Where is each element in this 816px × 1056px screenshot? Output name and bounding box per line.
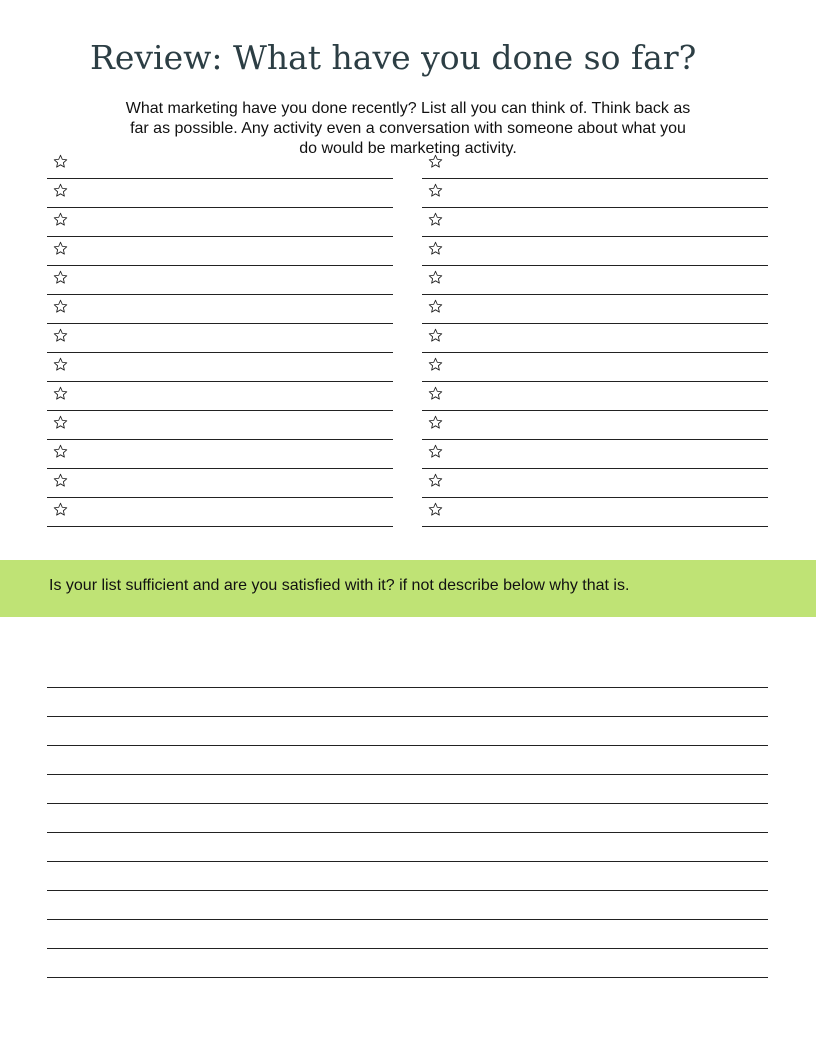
answer-line[interactable]: [47, 891, 768, 920]
list-entry-line[interactable]: [422, 150, 768, 179]
star-outline-icon: [53, 415, 68, 430]
star-outline-icon: [428, 386, 443, 401]
list-entry-line[interactable]: [47, 353, 393, 382]
star-outline-icon: [53, 241, 68, 256]
list-entry-line[interactable]: [47, 324, 393, 353]
star-outline-icon: [53, 502, 68, 517]
list-entry-line[interactable]: [422, 382, 768, 411]
intro-text: What marketing have you done recently? List all you can think of. Think back as far as possible. Any activity even a conversation with someone about what you do would be marketing activity.: [125, 100, 691, 157]
answer-line[interactable]: [47, 949, 768, 978]
list-entry-line[interactable]: [422, 440, 768, 469]
answer-line[interactable]: [47, 659, 768, 688]
star-outline-icon: [428, 502, 443, 517]
list-entry-line[interactable]: [47, 237, 393, 266]
list-entry-line[interactable]: [47, 295, 393, 324]
star-outline-icon: [428, 415, 443, 430]
list-entry-line[interactable]: [422, 469, 768, 498]
list-entry-line[interactable]: [422, 353, 768, 382]
question-banner: [0, 560, 816, 617]
star-outline-icon: [428, 444, 443, 459]
star-outline-icon: [53, 154, 68, 169]
star-outline-icon: [428, 299, 443, 314]
star-outline-icon: [428, 183, 443, 198]
star-outline-icon: [428, 473, 443, 488]
star-outline-icon: [53, 270, 68, 285]
star-outline-icon: [53, 328, 68, 343]
star-outline-icon: [428, 357, 443, 372]
list-entry-line[interactable]: [422, 324, 768, 353]
star-outline-icon: [428, 154, 443, 169]
answer-line[interactable]: [47, 688, 768, 717]
star-outline-icon: [428, 212, 443, 227]
list-entry-line[interactable]: [422, 498, 768, 527]
list-entry-line[interactable]: [422, 266, 768, 295]
star-outline-icon: [53, 357, 68, 372]
list-entry-line[interactable]: [422, 411, 768, 440]
star-outline-icon: [428, 270, 443, 285]
list-column-right: [422, 150, 768, 527]
list-entry-line[interactable]: [422, 295, 768, 324]
answer-lines: [47, 659, 768, 978]
star-outline-icon: [53, 183, 68, 198]
star-outline-icon: [53, 386, 68, 401]
list-entry-line[interactable]: [422, 208, 768, 237]
list-entry-line[interactable]: [47, 440, 393, 469]
list-entry-line[interactable]: [47, 179, 393, 208]
list-column-left: [47, 150, 393, 527]
list-entry-line[interactable]: [422, 237, 768, 266]
list-entry-line[interactable]: [47, 411, 393, 440]
list-entry-line[interactable]: [47, 469, 393, 498]
star-outline-icon: [53, 212, 68, 227]
list-entry-line[interactable]: [422, 179, 768, 208]
answer-line[interactable]: [47, 833, 768, 862]
star-outline-icon: [428, 241, 443, 256]
star-outline-icon: [53, 299, 68, 314]
star-outline-icon: [53, 473, 68, 488]
list-entry-line[interactable]: [47, 266, 393, 295]
answer-line[interactable]: [47, 862, 768, 891]
list-entry-line[interactable]: [47, 208, 393, 237]
answer-line[interactable]: [47, 804, 768, 833]
star-outline-icon: [53, 444, 68, 459]
star-outline-icon: [428, 328, 443, 343]
answer-line[interactable]: [47, 775, 768, 804]
answer-line[interactable]: [47, 920, 768, 949]
list-entry-line[interactable]: [47, 150, 393, 179]
list-entry-line[interactable]: [47, 382, 393, 411]
answer-line[interactable]: [47, 746, 768, 775]
answer-line[interactable]: [47, 717, 768, 746]
banner-question: Is your list sufficient and are you satisfied with it? if not describe below why that is.: [49, 577, 630, 594]
list-entry-line[interactable]: [47, 498, 393, 527]
page-title: Review: What have you done so far?: [90, 38, 697, 77]
